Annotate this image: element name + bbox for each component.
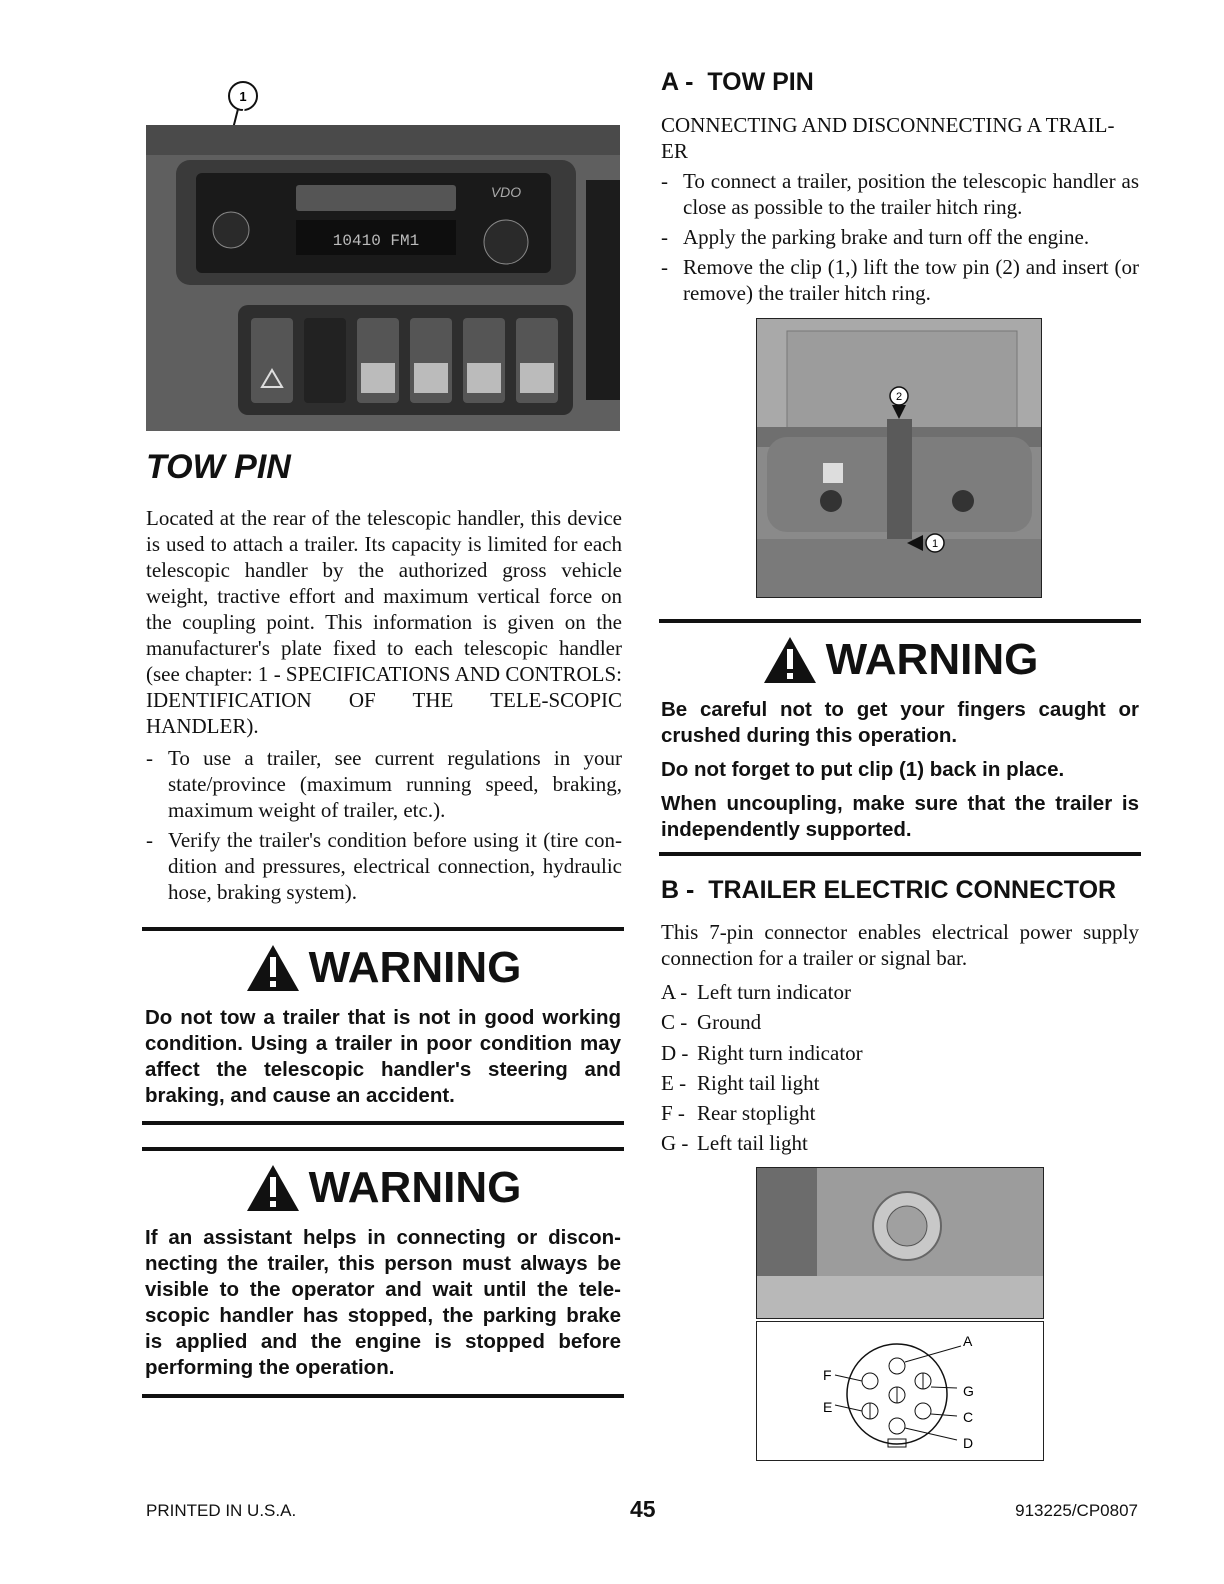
svg-text:C: C <box>963 1409 974 1425</box>
warning-text: If an assistant helps in connecting or discon-necting the trailer, this person must always be visible to the operator and wait until the tele-scopic handler has stopped, the parking brake is applied and the engine is stopped before performing the operation. <box>145 1226 621 1379</box>
warning-box-trailer-condition <box>142 927 624 1125</box>
footer-printed: PRINTED IN U.S.A. <box>146 1501 297 1520</box>
page-number: 45 <box>630 1496 656 1522</box>
list-item: G - Left tail light <box>661 1131 808 1156</box>
dashboard-radio-photo <box>146 125 620 431</box>
warning-heading: WARNING <box>142 1157 624 1219</box>
callout-2-tow-pin <box>887 385 917 425</box>
warning-triangle-icon <box>245 1163 301 1213</box>
section-b-title: B - TRAILER ELECTRIC CONNECTOR <box>661 876 1117 904</box>
list-item: - To use a trailer, see current regulations in your state/province (maximum running speed, braking, maximum weight of trailer, etc.). <box>146 746 622 822</box>
page-title: TOW PIN <box>146 448 291 486</box>
svg-text:A: A <box>963 1333 973 1349</box>
warning-text: Be careful not to get your fingers caught or crushed during this operation. Do not forget to put clip (1) back in place. When uncoupling, make sure that the trailer is independently supported. <box>661 698 1139 841</box>
warning-triangle-icon <box>762 635 818 685</box>
list-item: - Remove the clip (1,) lift the tow pin (2) and insert (or remove) the trailer hitch ring. <box>661 255 1139 305</box>
list-item: - Apply the parking brake and turn off the engine. <box>661 225 1090 249</box>
connector-pin-diagram <box>756 1321 1044 1461</box>
svg-text:1: 1 <box>931 538 939 550</box>
list-item: F - Rear stoplight <box>661 1101 816 1126</box>
list-item: - Verify the trailer's condition before using it (tire con-dition and pressures, electrical connection, hydraulic hose, braking system). <box>146 828 622 904</box>
list-item: A - Left turn indicator <box>661 980 851 1004</box>
warning-box-fingers <box>659 619 1141 856</box>
warning-text: Do not tow a trailer that is not in good working condition. Using a trailer in poor condition may affect the telescopic handler's steering and braking, and cause an accident. <box>145 1006 621 1107</box>
list-item: - To connect a trailer, position the telescopic handler as close as possible to the trailer hitch ring. <box>661 169 1139 219</box>
svg-text:VDO: VDO <box>490 184 522 200</box>
trailer-usage-list <box>146 745 622 909</box>
svg-text:2: 2 <box>895 391 903 403</box>
intro-paragraph: Located at the rear of the telescopic handler, this device is used to attach a trailer. Its capacity is limited for each telescopic handler by the authorized gross vehicle weight, tractive effort and maximum vertical force on the coupling point. This information is given on the manufacturer's plate fixed to each telescopic handler (see chapter: 1 - SPECIFICATIONS AND CONTROLS: IDENTIFICATION OF THE TELE-SCOPIC HANDLER). <box>146 506 622 738</box>
warning-heading: WARNING <box>142 937 624 999</box>
section-b-text: This 7-pin connector enables electrical power supply connection for a trailer or signal bar. <box>661 920 1139 970</box>
warning-box-assistant <box>142 1147 624 1398</box>
list-item: E - Right tail light <box>661 1070 820 1095</box>
list-item: D - Right turn indicator <box>661 1040 863 1065</box>
connector-socket-photo <box>756 1167 1044 1319</box>
warning-heading: WARNING <box>659 629 1141 691</box>
svg-text:10410 FM1: 10410 FM1 <box>332 232 420 250</box>
svg-text:D: D <box>963 1435 974 1451</box>
footer-doc-code: 913225/CP0807 <box>1015 1501 1138 1520</box>
callout-1-radio-label: 1 <box>239 89 247 104</box>
svg-text:E: E <box>823 1399 833 1415</box>
svg-text:G: G <box>963 1383 974 1399</box>
tow-pin-photo <box>756 318 1042 598</box>
connecting-steps-list <box>661 168 1139 310</box>
section-a-subtitle: CONNECTING AND DISCONNECTING A TRAIL-ER <box>661 113 1115 163</box>
pin-assignment-list <box>661 977 863 1159</box>
callout-1-clip <box>905 531 949 555</box>
svg-text:F: F <box>823 1367 832 1383</box>
section-a-title: A - TOW PIN <box>661 68 814 96</box>
warning-triangle-icon <box>245 943 301 993</box>
list-item: C - Ground <box>661 1010 762 1035</box>
